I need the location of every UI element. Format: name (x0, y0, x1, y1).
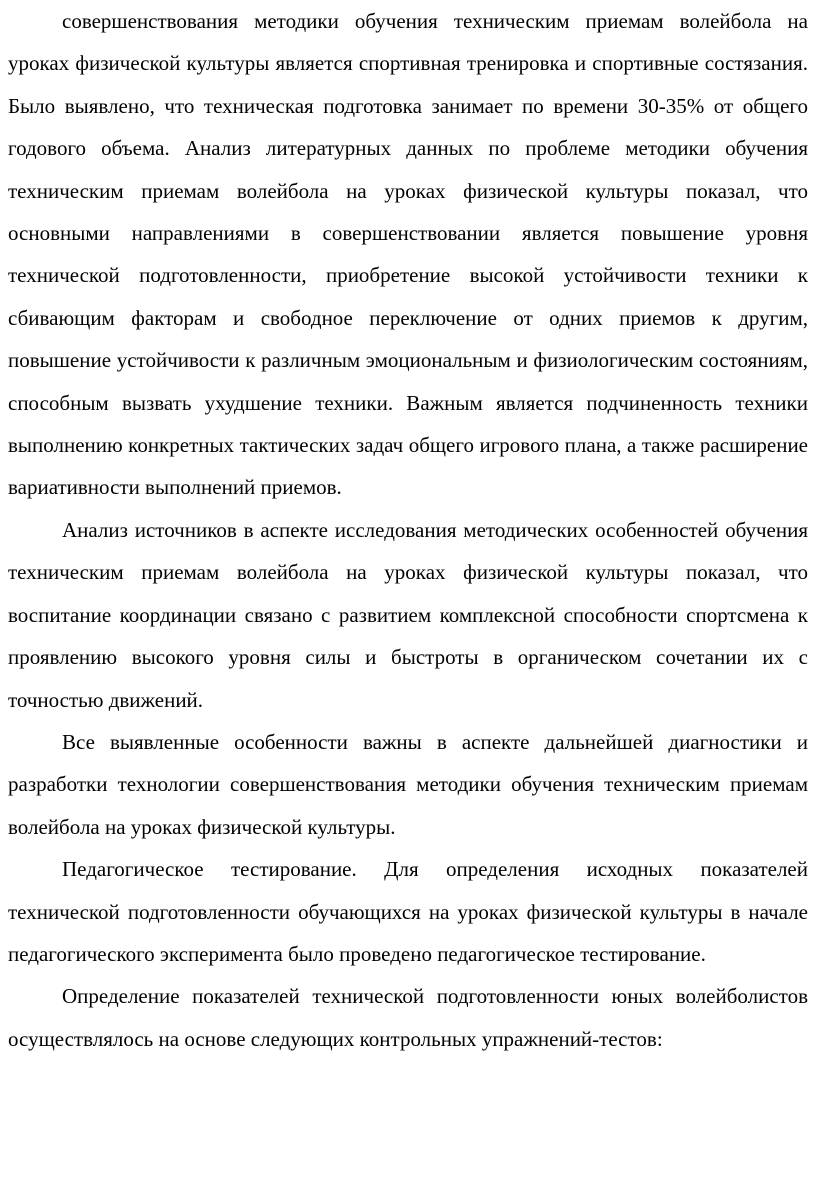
paragraph: Анализ источников в аспекте исследования методических особенностей обучения техническим приемам волейбола на уроках физической культуры показал, что воспитание координации связано с развитием комплексной способности спортсмена к проявлению высокого уровня силы и быстроты в органическом сочетании их с точностью движений. (8, 517, 808, 712)
paragraph-continuation: совершенствования методики обучения техническим приемам волейбола на уроках физической культуры является спортивная тренировка и спортивные состязания. Было выявлено, что техническая подготовка занимает по времени 30-35% от общего годового объема. Анализ литературных данных по проблеме методики обучения техническим приемам волейбола на уроках физической культуры показал, что основными направлениями в совершенствовании является повышение уровня технической подготовленности, приобретение высокой устойчивости техники к сбивающим факторам и свободное переключение от одних приемов к другим, повышение устойчивости к различным эмоциональным и физиологическим состояниям, способным вызвать ухудшение техники. Важным является подчиненность техники выполнению конкретных тактических задач общего игрового плана, а также расширение вариативности выполнений приемов. (8, 9, 808, 500)
paragraph: Педагогическое тестирование. Для определения исходных показателей технической подготовленности обучающихся на уроках физической культуры в начале педагогического эксперимента было проведено педагогическое тестирование. (8, 857, 808, 966)
document-body (8, 0, 808, 1060)
paragraph: Определение показателей технической подготовленности юных волейболистов осуществлялось на основе следующих контрольных упражнений-тестов: (8, 984, 808, 1051)
paragraph: Все выявленные особенности важны в аспекте дальнейшей диагностики и разработки технологии совершенствования методики обучения техническим приемам волейбола на уроках физической культуры. (8, 729, 808, 839)
